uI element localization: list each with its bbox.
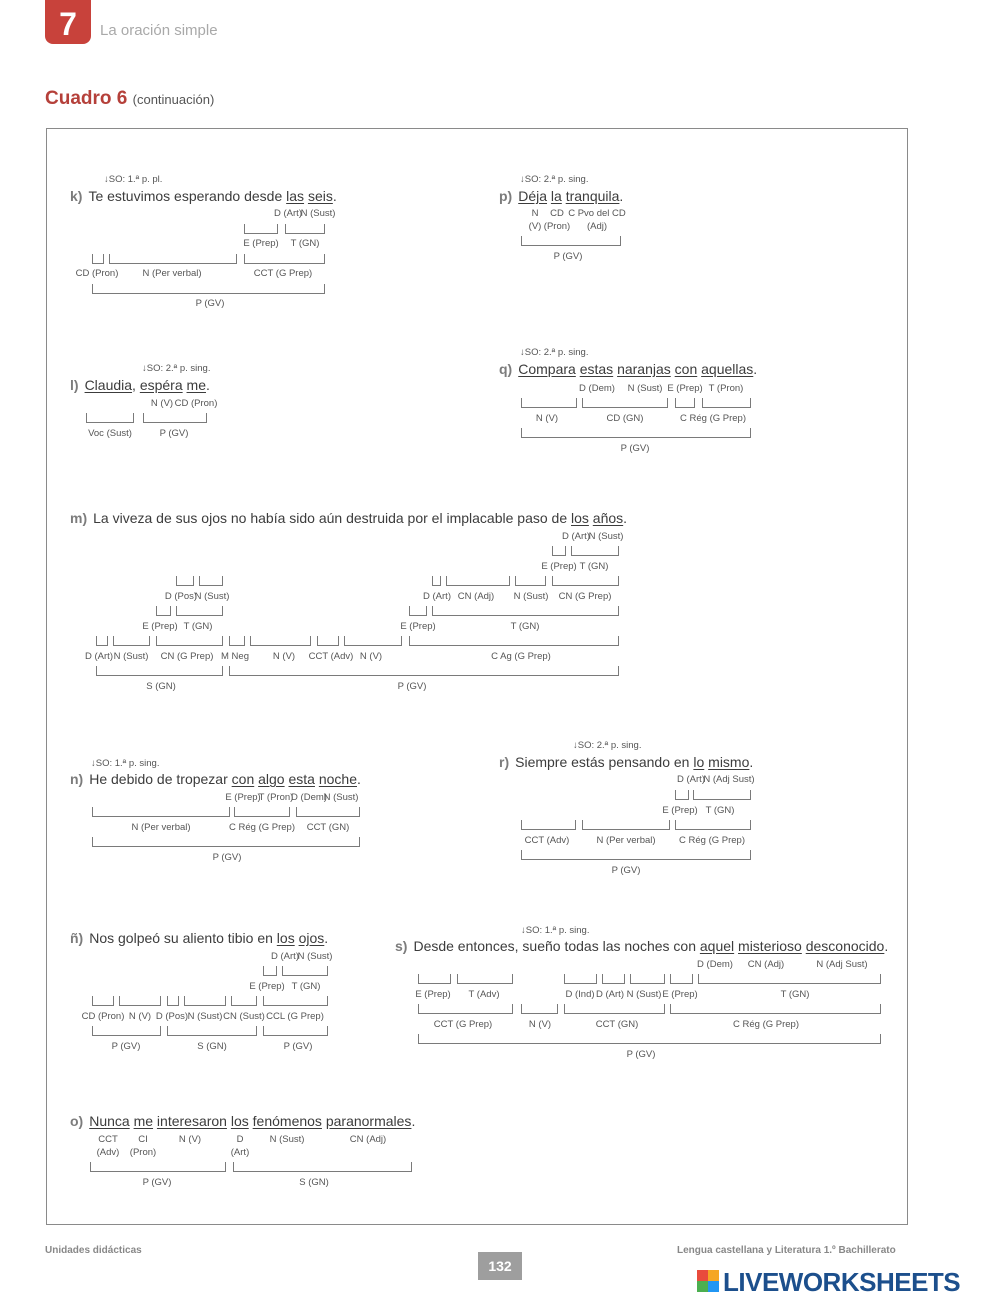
fn-label: T (Pron)	[258, 792, 294, 803]
word: .	[884, 938, 889, 954]
fn-label: C Rég (G Prep)	[679, 835, 745, 846]
bracket	[263, 966, 277, 976]
fn-label: D (Dem)	[291, 792, 327, 803]
word: .	[205, 377, 210, 393]
fn-label: P (GV)	[212, 852, 242, 863]
fn-label: T (GN)	[780, 989, 810, 1000]
bracket	[515, 576, 546, 586]
fn-label: (Adv)	[96, 1147, 120, 1158]
word: la	[550, 188, 562, 204]
bracket	[109, 254, 237, 264]
word: me	[186, 377, 206, 393]
word: .	[411, 1113, 416, 1129]
fn-label: E (Prep)	[243, 238, 279, 249]
fn-label: N (Adj Sust)	[816, 959, 868, 970]
bracket	[564, 1004, 665, 1014]
fn-label: D	[236, 1134, 244, 1145]
fn-label: CN (Adj)	[457, 591, 495, 602]
bracket	[571, 546, 619, 556]
fn-label: T (GN)	[579, 561, 609, 572]
fn-label: D (Art)	[423, 591, 451, 602]
fn-label: N (Per verbal)	[131, 822, 191, 833]
fn-label: (Pron)	[129, 1147, 157, 1158]
fn-label: S (GN)	[146, 681, 176, 692]
bracket	[418, 974, 451, 984]
word: algo	[258, 771, 285, 787]
label-k: k)	[70, 188, 83, 204]
so-note-s: ↓SO: 1.ª p. sing.	[521, 925, 590, 936]
label-q: q)	[499, 361, 513, 377]
bracket	[552, 576, 619, 586]
word: Claudia	[84, 377, 133, 393]
bracket	[521, 398, 577, 408]
fn-label: M Neg	[221, 651, 249, 662]
fn-label: D (Pos)	[155, 1011, 189, 1022]
fn-label: T (GN)	[290, 238, 320, 249]
fn-label: P (GV)	[397, 681, 427, 692]
fn-label: E (Prep)	[142, 621, 178, 632]
word: fenómenos	[252, 1113, 322, 1129]
word: estas	[579, 361, 614, 377]
bracket	[199, 576, 223, 586]
word: espéra	[139, 377, 183, 393]
fn-label: Voc (Sust)	[88, 428, 132, 439]
bracket	[167, 996, 179, 1006]
liveworksheets-icon	[697, 1270, 719, 1292]
word: misterioso	[738, 938, 802, 954]
page-number: 132	[478, 1252, 522, 1280]
word: los	[230, 1113, 249, 1129]
fn-label: CD	[550, 208, 564, 219]
word: desconocido	[805, 938, 885, 954]
so-note-n: ↓SO: 1.ª p. sing.	[91, 758, 160, 769]
word: La viveza de sus ojos no había sido aún destruida por el implacable paso de	[93, 510, 571, 526]
fn-label: P (GV)	[626, 1049, 656, 1060]
word: aquel	[699, 938, 735, 954]
bracket	[96, 666, 223, 676]
bracket	[552, 546, 566, 556]
word: años	[592, 510, 624, 526]
bracket	[92, 837, 360, 847]
label-l: l)	[70, 377, 79, 393]
logo-square	[708, 1281, 719, 1292]
bracket	[263, 1026, 328, 1036]
fn-label: CCT	[98, 1134, 118, 1145]
bracket	[119, 996, 161, 1006]
bracket	[418, 1004, 513, 1014]
word: mismo	[708, 754, 750, 770]
fn-label: CCT (Adv)	[524, 835, 570, 846]
fn-label: T (Pron)	[708, 383, 744, 394]
footer-right-text: Lengua castellana y Literatura 1.º Bachillerato	[677, 1245, 896, 1256]
fn-label: CN (Sust)	[223, 1011, 265, 1022]
word: .	[749, 754, 754, 770]
word: me	[133, 1113, 154, 1129]
label-m: m)	[70, 510, 88, 526]
bracket	[90, 1162, 226, 1172]
fn-label: N (Adj Sust)	[703, 774, 755, 785]
word: aquellas	[701, 361, 754, 377]
fn-label: P (GV)	[283, 1041, 313, 1052]
bracket	[244, 224, 278, 234]
word: .	[324, 930, 329, 946]
word: Desde entonces, sueño todas las noches con	[413, 938, 700, 954]
fn-label: P (GV)	[620, 443, 650, 454]
fn-label: C Rég (G Prep)	[733, 1019, 799, 1030]
fn-label: N (Sust)	[269, 1134, 305, 1145]
word: He debido de tropezar	[89, 771, 232, 787]
fn-label: N (V)	[535, 413, 559, 424]
fn-label: P (GV)	[142, 1177, 172, 1188]
sentence-r	[499, 754, 753, 770]
fn-label: CD (Pron)	[81, 1011, 125, 1022]
word: seis	[307, 188, 333, 204]
fn-label: (Art)	[230, 1147, 250, 1158]
so-note-r: ↓SO: 2.ª p. sing.	[573, 740, 642, 751]
bracket	[521, 1004, 558, 1014]
sentence-k	[70, 188, 337, 204]
sentence-o	[70, 1113, 415, 1129]
bracket	[446, 576, 510, 586]
bracket	[176, 606, 223, 616]
bracket	[92, 1026, 161, 1036]
fn-label: CN (G Prep)	[160, 651, 214, 662]
fn-label: T (GN)	[183, 621, 213, 632]
label-s: s)	[395, 938, 408, 954]
fn-label: E (Prep)	[249, 981, 285, 992]
fn-label: N (Sust)	[194, 591, 230, 602]
fn-label: E (Prep)	[667, 383, 703, 394]
word: Siempre estás pensando en	[515, 754, 694, 770]
word: naranjas	[617, 361, 671, 377]
fn-label: P (GV)	[195, 298, 225, 309]
bracket	[167, 1026, 257, 1036]
bracket	[263, 996, 328, 1006]
bracket	[670, 974, 693, 984]
bracket	[92, 807, 230, 817]
word: ojos	[298, 930, 325, 946]
word: paranormales	[325, 1113, 412, 1129]
bracket	[92, 284, 325, 294]
fn-label: D (Art)	[562, 531, 590, 542]
fn-label: D (Ind)	[565, 989, 595, 1000]
so-note-q: ↓SO: 2.ª p. sing.	[520, 347, 589, 358]
word: Déja	[518, 188, 548, 204]
bracket	[521, 820, 576, 830]
bracket	[564, 974, 597, 984]
bracket	[409, 606, 427, 616]
bracket	[432, 606, 619, 616]
liveworksheets-brand: LIVEWORKSHEETS	[723, 1267, 961, 1297]
word: noche	[318, 771, 357, 787]
fn-label: S (GN)	[299, 1177, 329, 1188]
fn-label: N (Sust)	[297, 951, 333, 962]
bracket	[702, 398, 751, 408]
fn-label: T (Adv)	[468, 989, 500, 1000]
fn-label: D (Art)	[271, 951, 299, 962]
logo-square	[708, 1270, 719, 1281]
sentence-q	[499, 361, 757, 377]
fn-label: P (GV)	[111, 1041, 141, 1052]
bracket	[675, 398, 695, 408]
bracket	[521, 428, 751, 438]
fn-label: D (Art)	[85, 651, 113, 662]
bracket	[630, 974, 665, 984]
fn-label: C Pvo del CD	[568, 208, 626, 219]
fn-label: (V)	[528, 221, 542, 232]
label-p: p)	[499, 188, 513, 204]
word: .	[619, 188, 624, 204]
so-note-k: ↓SO: 1.ª p. pl.	[104, 174, 163, 185]
word: Compara	[518, 361, 576, 377]
sentence-s	[395, 938, 888, 954]
sentence-nn	[70, 930, 328, 946]
footer-left-text: Unidades didácticas	[45, 1245, 142, 1256]
so-note-p: ↓SO: 2.ª p. sing.	[520, 174, 589, 185]
bracket	[86, 413, 134, 423]
fn-label: D (Art)	[596, 989, 624, 1000]
bracket	[143, 413, 207, 423]
bracket	[457, 974, 513, 984]
sentence-n	[70, 771, 361, 787]
fn-label: (Adj)	[586, 221, 608, 232]
fn-label: S (GN)	[197, 1041, 227, 1052]
bracket	[176, 576, 194, 586]
fn-label: N (Sust)	[627, 383, 663, 394]
bracket	[229, 636, 245, 646]
bracket	[92, 996, 114, 1006]
fn-label: CCL (G Prep)	[266, 1011, 324, 1022]
fn-label: C Rég (G Prep)	[229, 822, 295, 833]
fn-label: N (V)	[178, 1134, 202, 1145]
fn-label: CN (Adj)	[349, 1134, 387, 1145]
bracket	[582, 820, 670, 830]
bracket	[113, 636, 150, 646]
fn-label: T (GN)	[291, 981, 321, 992]
cuadro-title-text: Cuadro 6	[45, 88, 128, 109]
chapter-number-tab: 7	[45, 0, 91, 44]
bracket	[96, 636, 108, 646]
bracket	[602, 974, 625, 984]
bracket	[693, 790, 751, 800]
logo-square	[697, 1281, 708, 1292]
fn-label: N (Sust)	[588, 531, 624, 542]
label-n: n)	[70, 771, 84, 787]
word: esta	[288, 771, 315, 787]
chapter-title: La oración simple	[100, 22, 218, 39]
bracket	[156, 606, 171, 616]
bracket	[670, 1004, 881, 1014]
bracket	[282, 966, 328, 976]
fn-label: T (GN)	[510, 621, 540, 632]
label-o: o)	[70, 1113, 84, 1129]
fn-label: C Rég (G Prep)	[680, 413, 746, 424]
sentence-l	[70, 377, 210, 393]
fn-label: E (Prep)	[662, 805, 698, 816]
fn-label: D (Dem)	[579, 383, 615, 394]
word: Nos golpeó su aliento tibio en	[89, 930, 277, 946]
fn-label: D (Pos)	[164, 591, 198, 602]
bracket	[244, 254, 325, 264]
word: .	[753, 361, 758, 377]
fn-label: N (Sust)	[300, 208, 336, 219]
bracket	[521, 236, 621, 246]
word: los	[276, 930, 295, 946]
word: los	[571, 510, 589, 526]
fn-label: N (Sust)	[113, 651, 149, 662]
bracket	[582, 398, 668, 408]
fn-label: N (Per verbal)	[142, 268, 202, 279]
fn-label: CN (G Prep)	[558, 591, 612, 602]
bracket	[698, 974, 881, 984]
fn-label: E (Prep)	[415, 989, 451, 1000]
fn-label: N (Sust)	[626, 989, 662, 1000]
bracket	[234, 807, 290, 817]
word: con	[231, 771, 255, 787]
label-r: r)	[499, 754, 510, 770]
word: interesaron	[156, 1113, 227, 1129]
bracket	[418, 1034, 881, 1044]
bracket	[285, 224, 325, 234]
word: .	[623, 510, 628, 526]
so-note-l: ↓SO: 2.ª p. sing.	[142, 363, 211, 374]
fn-label: N (V)	[359, 651, 383, 662]
fn-label: D (Art)	[677, 774, 705, 785]
word: Nunca	[89, 1113, 130, 1129]
word: Te estuvimos esperando desde	[88, 188, 287, 204]
word: las	[286, 188, 305, 204]
fn-label: N (Sust)	[323, 792, 359, 803]
fn-label: N (Sust)	[513, 591, 549, 602]
fn-label: CCT (GN)	[306, 822, 350, 833]
fn-label: D (Dem)	[697, 959, 733, 970]
fn-label: N (V)	[272, 651, 296, 662]
bracket	[233, 1162, 412, 1172]
fn-label: N (V)	[528, 1019, 552, 1030]
bracket	[432, 576, 441, 586]
label-nn: ñ)	[70, 930, 84, 946]
fn-label: N (V)	[128, 1011, 152, 1022]
bracket	[184, 996, 226, 1006]
fn-label: CI	[138, 1134, 148, 1145]
word: .	[357, 771, 361, 787]
fn-label: CD (Pron)	[75, 268, 119, 279]
logo-square	[697, 1270, 708, 1281]
word: .	[332, 188, 337, 204]
fn-label: CCT (GN)	[595, 1019, 639, 1030]
fn-label: CCT (G Prep)	[433, 1019, 493, 1030]
fn-label: N (Sust)	[187, 1011, 223, 1022]
bracket	[344, 636, 402, 646]
fn-label: E (Prep)	[662, 989, 698, 1000]
bracket	[675, 820, 751, 830]
fn-label: CD (Pron)	[174, 398, 218, 409]
bracket	[675, 790, 689, 800]
bracket	[229, 666, 619, 676]
fn-label: N	[531, 208, 539, 219]
word: ,	[132, 377, 140, 393]
cuadro-title	[45, 88, 214, 110]
bracket	[409, 636, 619, 646]
sentence-m	[70, 510, 627, 526]
fn-label: E (Prep)	[225, 792, 261, 803]
fn-label: CN (Adj)	[747, 959, 785, 970]
fn-label: C Ag (G Prep)	[491, 651, 551, 662]
fn-label: T (GN)	[705, 805, 735, 816]
word: lo	[693, 754, 705, 770]
word: tranquila	[565, 188, 620, 204]
fn-label: P (GV)	[553, 251, 583, 262]
fn-label: N (V)	[150, 398, 174, 409]
fn-label: P (GV)	[611, 865, 641, 876]
fn-label: (Pron)	[543, 221, 571, 232]
fn-label: E (Prep)	[400, 621, 436, 632]
fn-label: E (Prep)	[541, 561, 577, 572]
bracket	[317, 636, 339, 646]
bracket	[156, 636, 223, 646]
fn-label: D (Art)	[274, 208, 302, 219]
sentence-p	[499, 188, 623, 204]
bracket	[92, 254, 104, 264]
bracket	[296, 807, 360, 817]
fn-label: CCT (Adv)	[308, 651, 354, 662]
bracket	[231, 996, 257, 1006]
cuadro-subtitle: (continuación)	[132, 92, 215, 107]
fn-label: CD (GN)	[606, 413, 644, 424]
bracket	[250, 636, 311, 646]
fn-label: CCT (G Prep)	[253, 268, 313, 279]
fn-label: P (GV)	[159, 428, 189, 439]
fn-label: N (Per verbal)	[596, 835, 656, 846]
word: con	[674, 361, 698, 377]
bracket	[521, 850, 751, 860]
